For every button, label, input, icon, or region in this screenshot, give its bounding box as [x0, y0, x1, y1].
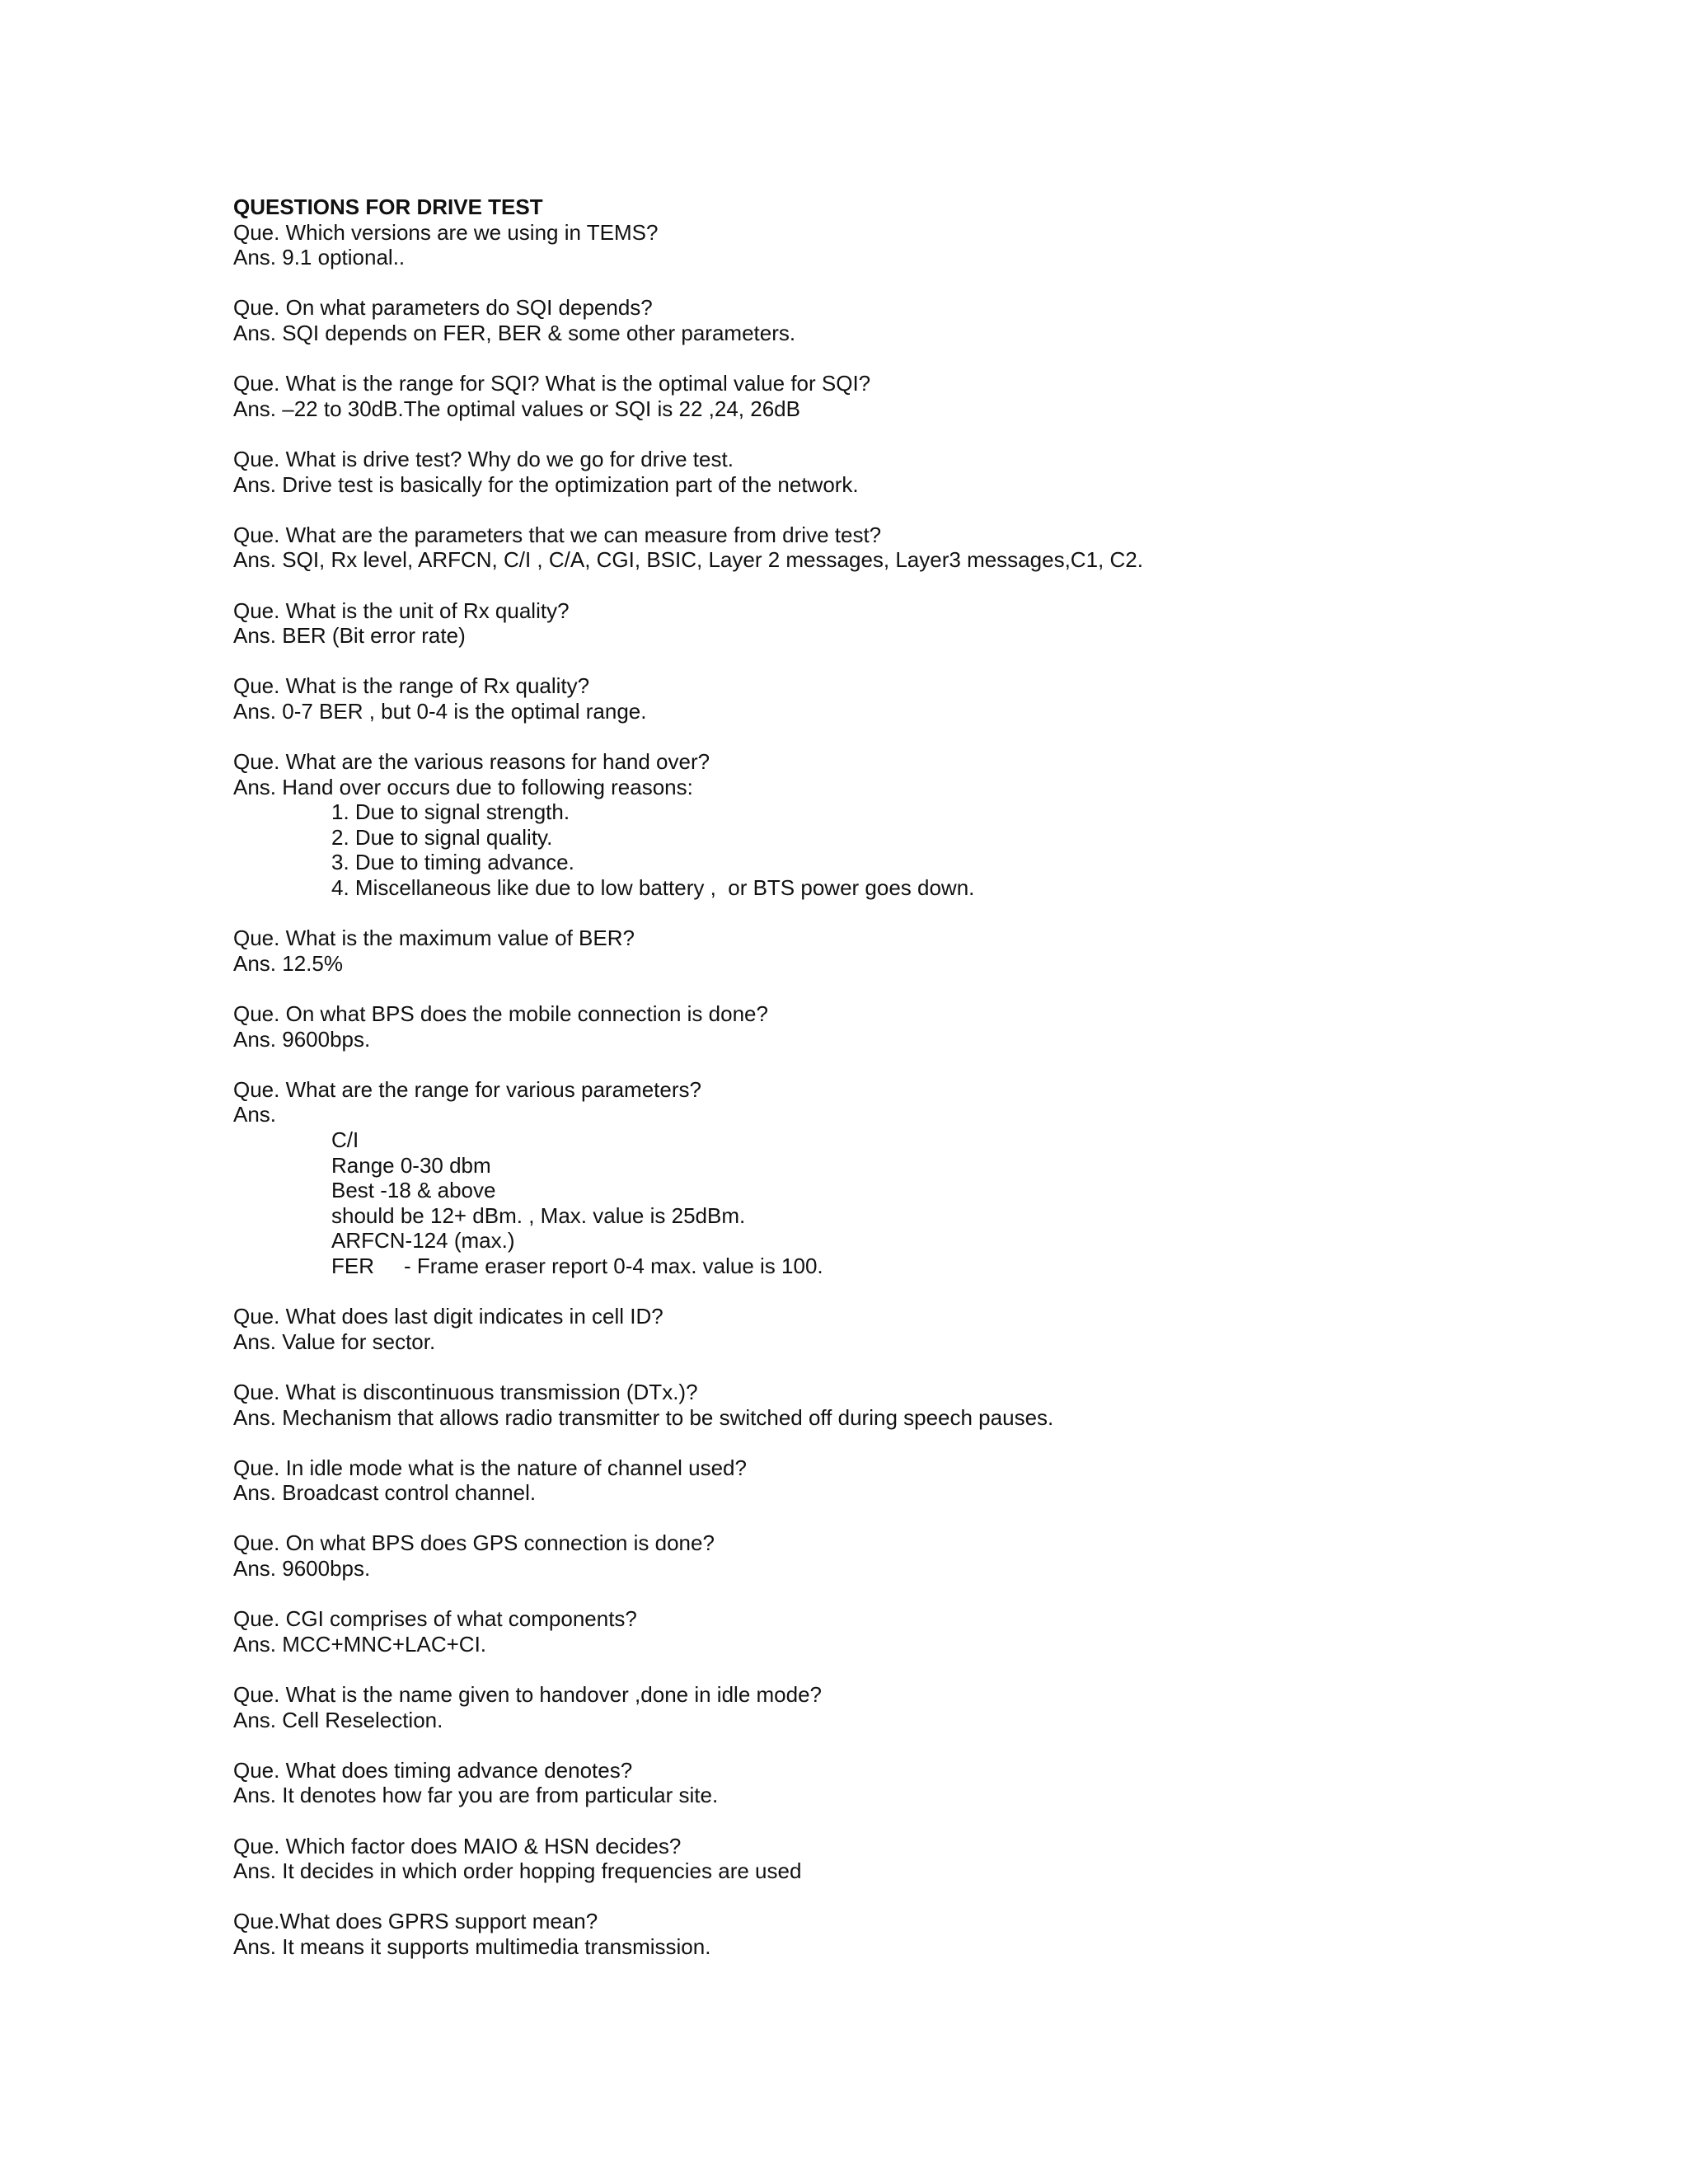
question-text: Que. What are the parameters that we can measure from drive test? [233, 522, 882, 547]
question-text: Que. What is the name given to handover ,done in idle mode? [233, 1682, 822, 1708]
answer-text: Ans. Broadcast control channel. [233, 1480, 537, 1506]
answer-text: Ans. Cell Reselection. [233, 1707, 443, 1732]
spacer [233, 497, 1634, 523]
question-text: Que. On what BPS does GPS connection is done? [233, 1530, 715, 1556]
question-text: Que. What is the range for SQI? What is the optimal value for SQI? [233, 371, 871, 396]
answer-text: Ans. [233, 1102, 277, 1127]
qa-block [233, 220, 1634, 270]
qa-block [233, 1077, 1634, 1279]
qa-block [233, 1530, 1634, 1581]
qa-block [233, 926, 1634, 976]
answer-text: Ans. It means it supports multimedia transmission. [233, 1933, 711, 1959]
list-item [233, 1254, 1634, 1279]
answer-text: Ans. –22 to 30dB.The optimal values or SQI is 22 ,24, 26dB [233, 396, 800, 421]
list-item: Best -18 & above [331, 1178, 496, 1203]
question-text: Que. What is the maximum value of BER? [233, 926, 635, 951]
spacer [233, 649, 1634, 674]
question-text: Que. What does timing advance denotes? [233, 1757, 633, 1783]
answer-text: Ans. 9600bps. [233, 1556, 371, 1582]
answer-text: Ans. 9600bps. [233, 1026, 371, 1052]
qa-block [233, 523, 1634, 573]
answer-text: Ans. BER (Bit error rate) [233, 623, 466, 649]
question-text: Que. What are the range for various parameters? [233, 1076, 701, 1102]
question-text: Que. CGI comprises of what components? [233, 1606, 637, 1632]
question-text: Que. Which versions are we using in TEMS? [233, 219, 659, 245]
qa-block [233, 1304, 1634, 1354]
qa-block [233, 371, 1634, 421]
answer-text: Ans. Drive test is basically for the optimization part of the network. [233, 471, 859, 497]
spacer [233, 1582, 1634, 1607]
list-item: ARFCN-124 (max.) [331, 1228, 515, 1254]
qa-block [233, 1834, 1634, 1884]
document-body [233, 194, 1634, 1960]
list-item: 3. Due to timing advance. [331, 850, 574, 875]
qa-block [233, 673, 1634, 724]
list-item: should be 12+ dBm. , Max. value is 25dBm. [331, 1202, 746, 1228]
spacer [233, 1052, 1634, 1077]
spacer [233, 346, 1634, 372]
spacer [233, 1657, 1634, 1682]
spacer [233, 421, 1634, 447]
list-item: C/I [331, 1127, 359, 1152]
answer-text: Ans. MCC+MNC+LAC+CI. [233, 1631, 487, 1657]
question-text: Que. In idle mode what is the nature of channel used? [233, 1455, 747, 1480]
question-text: Que. What are the various reasons for hand over? [233, 749, 710, 775]
list-item: Range 0-30 dbm [331, 1152, 491, 1178]
qa-block [233, 1380, 1634, 1430]
answer-text: Ans. Hand over occurs due to following reasons: [233, 774, 693, 799]
fer-description: - Frame eraser report 0-4 max. value is 100. [404, 1253, 823, 1278]
spacer [233, 270, 1634, 296]
qa-block [233, 1606, 1634, 1657]
qa-block [233, 295, 1634, 345]
spacer [233, 724, 1634, 749]
spacer [233, 1279, 1634, 1305]
answer-text: Ans. Value for sector. [233, 1329, 436, 1354]
spacer [233, 1430, 1634, 1455]
answer-text: Ans. SQI, Rx level, ARFCN, C/I , C/A, CGI, BSIC, Layer 2 messages, Layer3 messages,C1, C2. [233, 547, 1143, 573]
spacer [233, 1808, 1634, 1834]
question-text: Que. On what parameters do SQI depends? [233, 295, 653, 321]
question-text: Que. Which factor does MAIO & HSN decides? [233, 1833, 682, 1858]
question-text: Que. What is the unit of Rx quality? [233, 598, 570, 623]
qa-block [233, 1455, 1634, 1506]
spacer [233, 1506, 1634, 1531]
qa-block [233, 1682, 1634, 1732]
qa-block [233, 447, 1634, 497]
answer-text: Ans. Mechanism that allows radio transmitter to be switched off during speech pauses. [233, 1404, 1054, 1430]
spacer [233, 573, 1634, 598]
question-text: Que. What is discontinuous transmission (DTx.)? [233, 1379, 698, 1404]
question-text: Que. What does last digit indicates in cell ID? [233, 1304, 663, 1329]
question-text: Que. On what BPS does the mobile connection is done? [233, 1001, 768, 1026]
spacer [233, 1884, 1634, 1910]
spacer [233, 901, 1634, 926]
answer-text: Ans. 12.5% [233, 950, 343, 976]
answer-text: Ans. 0-7 BER , but 0-4 is the optimal range. [233, 698, 647, 724]
qa-block [233, 1001, 1634, 1052]
question-text: Que. What is drive test? Why do we go for drive test. [233, 446, 734, 471]
qa-block [233, 1758, 1634, 1808]
qa-block [233, 1909, 1634, 1959]
list-item: 2. Due to signal quality. [331, 824, 553, 850]
answer-text: Ans. 9.1 optional.. [233, 245, 406, 270]
answer-text: Ans. SQI depends on FER, BER & some other parameters. [233, 320, 796, 345]
answer-text: Ans. It decides in which order hopping frequencies are used [233, 1858, 802, 1884]
list-item: 1. Due to signal strength. [331, 799, 570, 825]
answer-text: Ans. It denotes how far you are from particular site. [233, 1783, 719, 1808]
fer-label: FER [331, 1253, 374, 1278]
question-text: Que. What is the range of Rx quality? [233, 673, 590, 699]
document-title: QUESTIONS FOR DRIVE TEST [233, 194, 543, 219]
list-item: 4. Miscellaneous like due to low battery , or BTS power goes down. [331, 875, 975, 901]
qa-block [233, 598, 1634, 649]
qa-block [233, 749, 1634, 901]
spacer [233, 1732, 1634, 1758]
question-text: Que.What does GPRS support mean? [233, 1909, 598, 1934]
spacer [233, 1354, 1634, 1380]
spacer [233, 976, 1634, 1001]
